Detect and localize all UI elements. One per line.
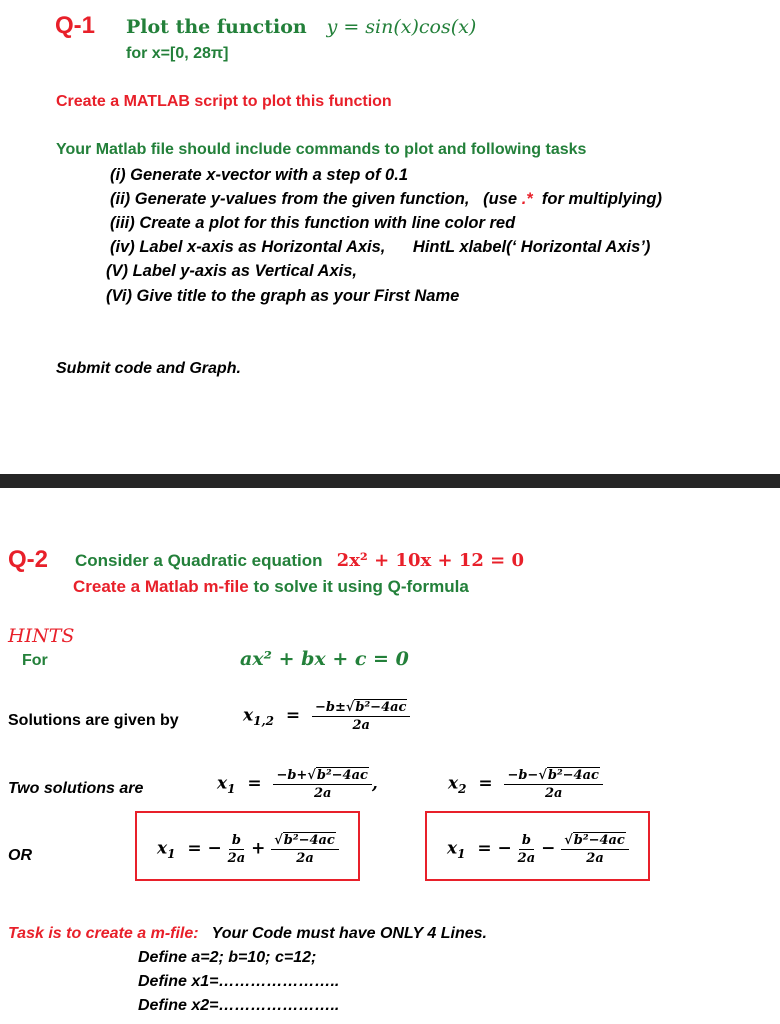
q2-equation: 2x² + 10x + 12 = 0 [336,550,525,571]
x1-alt-radicand: b²−4ac [283,833,335,848]
x1-alt-fraction-1 [228,833,245,866]
hints-for: For [22,652,48,669]
x1-solution: $x_1$ = $\frac{\text{−b+√b²−4ac}}{2a}$ , [217,768,378,801]
x1-denominator: 2a [313,786,332,801]
x1-alt-solution: $x_1$ = − $\frac{b}{2a}$ + $\frac{\text{√b²−4ac}}{2a}$ [157,832,339,866]
q2-consider: Consider a Quadratic equation [75,551,323,570]
q1-label: Q-1 [55,12,96,39]
x2-numerator: −b− [507,768,539,783]
general-radicand: b²−4ac [355,700,407,715]
q1-task-2-operator: .* [521,190,533,208]
code-line-1: Define a=2; b=10; c=12; [138,949,317,966]
x1-alt-fraction-2: $\frac{\text{√b²−4ac}}{2a}$ [271,832,339,866]
q1-title-text: Plot the function [126,16,307,38]
x2-alt-fraction-1 [518,833,535,866]
q2-create-red: to solve it using Q-formula [253,577,469,596]
x2-alt-symbol: x [447,838,458,859]
q1-task-2-text: (ii) Generate y-values from the given function, [110,190,470,208]
q1-function: y = sin(x)cos(x) [326,16,477,38]
task-red: Task is to create a m-file: [8,925,199,942]
x1-fraction: $\frac{\text{−b+√b²−4ac}}{2a}$ [273,767,371,801]
x12-symbol: x [243,705,254,726]
q1-task-2 [110,190,662,209]
hints-heading: HINTS [8,625,75,647]
q1-task-1: (i) Generate x-vector with a step of 0.1 [110,166,408,184]
x2-alt-solution: $x_1$ = − $\frac{b}{2a}$ − $\frac{\text{√b²−4ac}}{2a}$ [447,832,629,866]
general-equation: ax² + bx + c = 0 [240,648,409,670]
x2-alt-num-b: b [519,833,534,850]
x1-alt-den-2: 2a [296,851,314,866]
x2-symbol: x [448,773,459,794]
x1-numerator: −b+ [276,768,308,783]
q1-include: Your Matlab file should include commands to plot and following tasks [56,141,587,158]
x1-alt-symbol: x [157,838,168,859]
x1-symbol: x [217,773,228,794]
q1-create: Create a MATLAB script to plot this function [56,93,392,110]
or-label: OR [8,847,32,864]
x2-alt-radicand: b²−4ac [573,833,625,848]
q2-create-black: Create a Matlab m-file [73,577,249,596]
x2-fraction: $\frac{\text{−b−√b²−4ac}}{2a}$ [504,767,602,801]
general-solution-fraction: $\frac{\text{−b±√b²−4ac}}{2a}$ [312,699,410,733]
x2-solution: $x_2$ = $\frac{\text{−b−√b²−4ac}}{2a}$ [448,767,603,801]
section-divider [0,474,780,488]
q2-label: Q-2 [8,546,49,573]
code-line-2: Define x1=………………….. [138,973,340,990]
x2-alt-fraction-2: $\frac{\text{√b²−4ac}}{2a}$ [561,832,629,866]
x2-alt-subscript: 1 [457,846,466,861]
general-numerator: −b± [314,700,346,715]
x1-alt-num-b: b [229,833,244,850]
general-denominator: 2a [352,718,370,733]
x1-alt-subscript: 1 [167,846,176,861]
x2-alt-den-1: 2a [517,850,536,866]
general-solution: $x_{1,2}$ = $\frac{\text{−b±√b²−4ac}}{2a}$ [243,699,410,733]
q1-task-4-hint: HintL xlabel(‘ Horizontal Axis’) [412,238,651,256]
q1-task-6: (Vi) Give title to the graph as your First Name [106,287,460,305]
x1-radicand: b²−4ac [316,768,368,783]
x2-alt-den-2: 2a [586,851,604,866]
task-line [8,925,487,943]
q1-task-4 [110,238,650,257]
two-solutions-label: Two solutions are [8,780,144,797]
q1-task-5: (V) Label y-axis as Vertical Axis, [106,262,357,280]
code-line-3: Define x2=………………….. [138,997,340,1014]
x12-subscript: 1,2 [253,713,275,728]
q1-title [126,16,476,38]
q2-create-line [73,577,469,597]
x2-radicand: b²−4ac [547,768,599,783]
q1-submit: Submit code and Graph. [56,360,241,377]
x1-comma: , [371,773,378,794]
task-black: Your Code must have ONLY 4 Lines. [211,925,487,942]
q1-task-4-text: (iv) Label x-axis as Horizontal Axis, [110,238,386,256]
x2-subscript: 2 [458,781,467,796]
q1-task-2-use: (use [483,190,518,208]
x1-subscript: 1 [227,781,236,796]
x2-denominator: 2a [544,786,563,801]
x1-alt-den-1: 2a [227,850,246,866]
q1-task-2-tail: for multiplying) [541,190,662,208]
q1-range: for x=[0, 28π] [126,45,229,62]
q2-consider-line [75,550,524,571]
q1-task-3: (iii) Create a plot for this function with line color red [110,214,516,232]
solutions-label: Solutions are given by [8,712,179,729]
